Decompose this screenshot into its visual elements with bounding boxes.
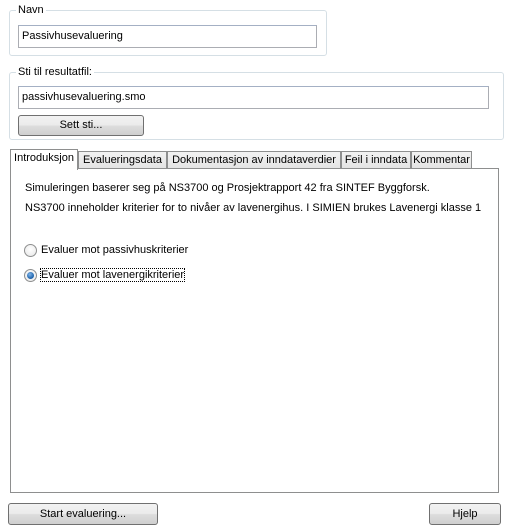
low-energy-radio[interactable] [24,269,37,282]
low-energy-label: Evaluer mot lavenergikriterier [41,269,185,281]
name-legend: Navn [18,4,44,16]
name-input[interactable]: Passivhusevaluering [18,25,317,48]
low-energy-option[interactable] [24,267,184,283]
passive-house-radio[interactable] [24,244,37,257]
intro-tab-panel [10,168,499,493]
intro-text-line-1: Simuleringen baserer seg på NS3700 og Prosjektrapport 42 fra SINTEF Byggforsk. [25,182,430,194]
tab-kommentar[interactable]: Kommentar [411,151,472,169]
tab-feil-i-inndata[interactable]: Feil i inndata [341,151,411,169]
result-path-legend: Sti til resultatfil: [18,66,92,78]
passive-house-label: Evaluer mot passivhuskriterier [41,244,189,256]
help-button[interactable]: Hjelp [429,503,501,525]
intro-text-line-2: NS3700 inneholder kriterier for to nivåer av lavenergihus. I SIMIEN brukes Lavenergi klasse 1 [25,202,482,214]
tab-evalueringsdata[interactable]: Evalueringsdata [78,151,167,169]
set-path-button[interactable]: Sett sti... [18,115,144,136]
result-path-groupbox [9,66,504,140]
start-evaluation-button[interactable]: Start evaluering... [8,503,158,525]
passive-house-option[interactable] [24,242,188,258]
result-path-input[interactable]: passivhusevaluering.smo [18,86,489,109]
name-groupbox [9,4,327,56]
tab-introduksjon[interactable]: Introduksjon [10,149,78,170]
tab-dokumentasjon[interactable]: Dokumentasjon av inndataverdier [167,151,341,169]
